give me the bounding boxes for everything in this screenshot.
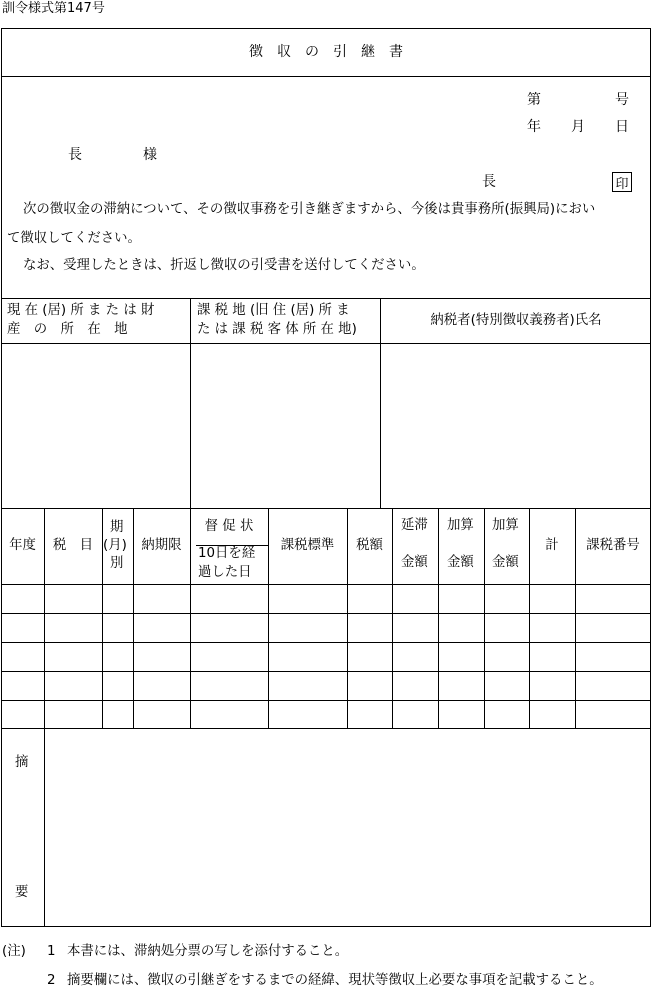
tax-table-header-bottom (1, 584, 651, 585)
note-1-text: 本書には、滞納処分票の写しを添付すること。 (67, 944, 349, 959)
tax-row-line-3 (1, 671, 651, 672)
sender-title: 長 (482, 174, 496, 190)
form-frame (1, 28, 651, 927)
party-col-divider-1 (190, 298, 191, 508)
header-reminder-sub-1: 10日を経 (198, 546, 256, 561)
party-col2-header-2: た は 課 税 客 体 所 在 地) (197, 322, 357, 337)
header-reminder-sub-2: 過した日 (198, 565, 252, 580)
header-addition1-1: 加算 (447, 518, 474, 533)
number-prefix: 第 (527, 92, 541, 108)
header-year: 年度 (9, 538, 36, 554)
remarks-divider (44, 728, 45, 927)
party-col3-header: 納税者(特別徴収義務者)氏名 (430, 312, 602, 328)
header-tax-number: 課税番号 (586, 538, 640, 554)
remarks-label-bottom: 要 (15, 885, 29, 900)
header-reminder: 督 促 状 (204, 518, 254, 534)
notes-prefix: (注) (2, 944, 26, 959)
header-addition1-2: 金額 (447, 555, 474, 570)
header-period-3: 別 (110, 556, 124, 571)
party-table-header-bottom (1, 343, 651, 344)
tax-row-line-4 (1, 700, 651, 701)
tax-row-line-2 (1, 642, 651, 643)
header-period-1: 期 (110, 520, 124, 535)
day-label: 日 (615, 119, 629, 135)
tax-col-divider-9 (484, 508, 485, 728)
note-2-number: 2 (47, 973, 56, 988)
form-number: 訓令様式第147号 (2, 1, 105, 16)
body-line-1: 次の徴収金の滞納について、その徴収事務を引き継ぎますから、今後は貴事務所(振興局)におい (23, 202, 596, 217)
header-delinquency-2: 金額 (401, 555, 428, 570)
title-divider (1, 76, 651, 77)
seal-stamp: 印 (612, 172, 632, 192)
tax-table-bottom (1, 728, 651, 729)
month-label: 月 (571, 119, 585, 135)
party-col1-header-1: 現 在 (居) 所 ま た は 財 (7, 303, 155, 318)
tax-row-line-1 (1, 613, 651, 614)
note-2-text: 摘要欄には、徴収の引継ぎをするまでの経緯、現状等徴収上必要な事項を記載すること。 (67, 973, 603, 988)
remarks-label-top: 摘 (15, 755, 29, 770)
party-col1-header-2: 産 の 所 在 地 (7, 322, 128, 337)
number-suffix: 号 (615, 92, 629, 108)
addressee-title: 長 (68, 147, 82, 163)
note-1-number: 1 (47, 944, 56, 959)
tax-col-divider-7 (392, 508, 393, 728)
header-tax-amount: 税額 (356, 538, 383, 554)
tax-col-divider-8 (438, 508, 439, 728)
header-delinquency-1: 延滞 (401, 518, 428, 533)
header-tax-base: 課税標準 (280, 538, 335, 554)
header-deadline: 納期限 (141, 538, 182, 554)
header-period-2: (月) (103, 538, 127, 553)
header-addition2-2: 金額 (492, 555, 519, 570)
header-addition2-1: 加算 (492, 518, 519, 533)
document-title: 徴 収 の 引 継 書 (249, 44, 403, 60)
body-line-2: て徴収してください。 (7, 231, 141, 246)
addressee-honorific: 様 (143, 147, 157, 163)
body-line-3: なお、受理したときは、折返し徴収の引受書を送付してください。 (23, 258, 425, 273)
header-tax-item: 税 目 (52, 538, 94, 554)
party-col2-header-1: 課 税 地 (旧 住 (居) 所 ま (197, 303, 350, 318)
header-total: 計 (545, 538, 559, 554)
year-label: 年 (527, 119, 541, 135)
